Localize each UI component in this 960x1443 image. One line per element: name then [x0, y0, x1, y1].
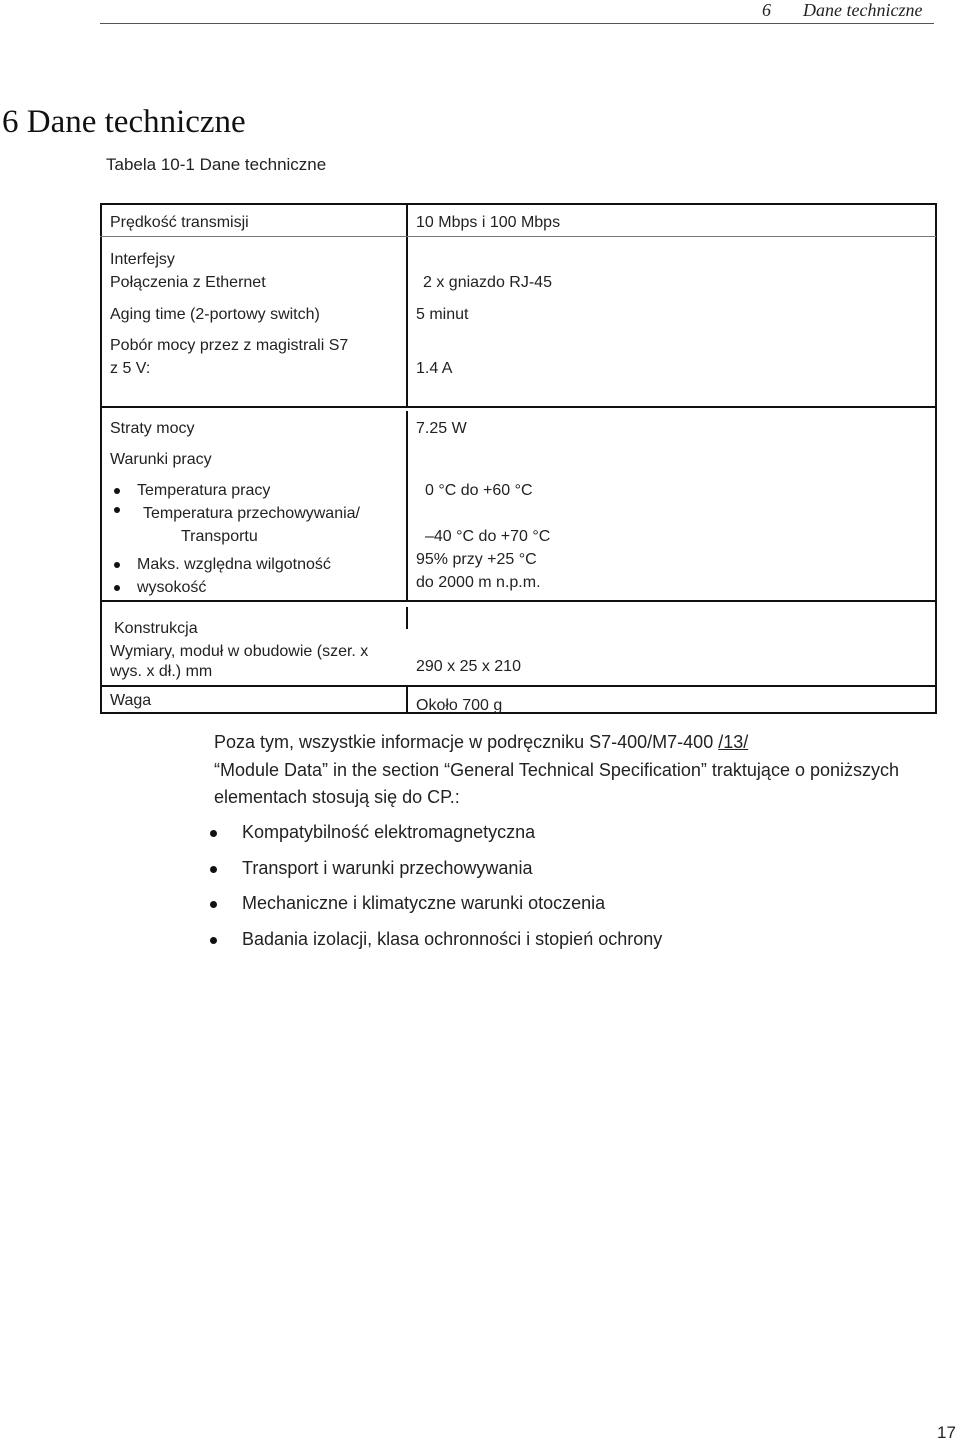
- storage-temp-label: Temperatura przechowywania/: [143, 505, 360, 522]
- list-item: Badania izolacji, klasa ochronności i stopień ochrony: [242, 929, 663, 949]
- interfaces-label: Interfejsy: [110, 251, 175, 268]
- reference-link[interactable]: /13/: [718, 732, 749, 752]
- table-row-separator: [100, 406, 936, 408]
- dimensions-label-cont: wys. x dł.) mm: [110, 663, 213, 680]
- bullet-icon: [114, 507, 120, 513]
- table-row-separator: [100, 685, 936, 687]
- power-value: 1.4 A: [416, 360, 453, 377]
- intro-text: Poza tym, wszystkie informacje w podręczniku S7-400/M7-400: [214, 732, 719, 752]
- table-border-left: [100, 203, 102, 714]
- dimensions-label: Wymiary, moduł w obudowie (szer. x: [110, 643, 369, 660]
- table-col-separator: [406, 203, 408, 406]
- bullet-icon: [114, 488, 120, 494]
- ethernet-value: 2 x gniazdo RJ-45: [423, 274, 552, 291]
- table-border-top: [100, 203, 936, 205]
- table-border-right: [935, 203, 937, 714]
- header-chapter-title: Dane techniczne: [803, 0, 923, 20]
- weight-value: Około 700 g: [416, 697, 503, 714]
- aging-label: Aging time (2-portowy switch): [110, 306, 320, 323]
- table-caption: Tabela 10-1 Dane techniczne: [106, 155, 327, 174]
- altitude-value: do 2000 m n.p.m.: [416, 574, 541, 591]
- humidity-label: Maks. względna wilgotność: [137, 556, 331, 573]
- loss-label: Straty mocy: [110, 420, 195, 437]
- bullet-icon: [210, 901, 217, 908]
- page-title: 6 Dane techniczne: [2, 104, 246, 140]
- op-temp-value: 0 °C do +60 °C: [425, 482, 533, 499]
- power-label-voltage: z 5 V:: [110, 360, 151, 377]
- intro-paragraph-line-1: [214, 729, 748, 756]
- dimensions-value: 290 x 25 x 210: [416, 658, 521, 675]
- humidity-value: 95% przy +25 °C: [416, 551, 537, 568]
- intro-paragraph-line-2: “Module Data” in the section “General Technical Specification” traktujące o poniższych: [214, 760, 900, 780]
- op-temp-label: Temperatura pracy: [137, 482, 271, 499]
- storage-temp-label-cont: Transportu: [181, 528, 258, 545]
- header-rule: [100, 23, 934, 24]
- table-border-bottom: [100, 712, 936, 714]
- storage-temp-value: –40 °C do +70 °C: [425, 528, 551, 545]
- bullet-icon: [210, 866, 217, 873]
- list-item: Transport i warunki przechowywania: [242, 858, 533, 878]
- list-item: Mechaniczne i klimatyczne warunki otoczenia: [242, 893, 606, 913]
- conditions-label: Warunki pracy: [110, 451, 212, 468]
- transmission-value: 10 Mbps i 100 Mbps: [416, 214, 561, 231]
- header-chapter-number: 6: [762, 0, 771, 20]
- loss-value: 7.25 W: [416, 420, 467, 437]
- list-item: Kompatybilność elektromagnetyczna: [242, 822, 536, 842]
- transmission-label: Prędkość transmisji: [110, 214, 249, 231]
- bullet-icon: [114, 562, 120, 568]
- construction-label: Konstrukcja: [114, 620, 198, 637]
- aging-value: 5 minut: [416, 306, 469, 323]
- power-label: Pobór mocy przez z magistrali S7: [110, 337, 349, 354]
- table-row-separator: [100, 236, 936, 237]
- page-number: 17: [937, 1423, 956, 1442]
- altitude-label: wysokość: [137, 579, 207, 596]
- table-col-separator: [406, 686, 408, 712]
- ethernet-label: Połączenia z Ethernet: [110, 274, 266, 291]
- table-col-separator: [406, 411, 408, 601]
- intro-paragraph-line-3: elementach stosują się do CP.:: [214, 787, 460, 807]
- table-row-separator: [100, 600, 936, 602]
- bullet-icon: [210, 937, 217, 944]
- bullet-icon: [210, 830, 217, 837]
- table-col-separator: [406, 607, 408, 629]
- weight-label: Waga: [110, 692, 152, 709]
- bullet-icon: [114, 585, 120, 591]
